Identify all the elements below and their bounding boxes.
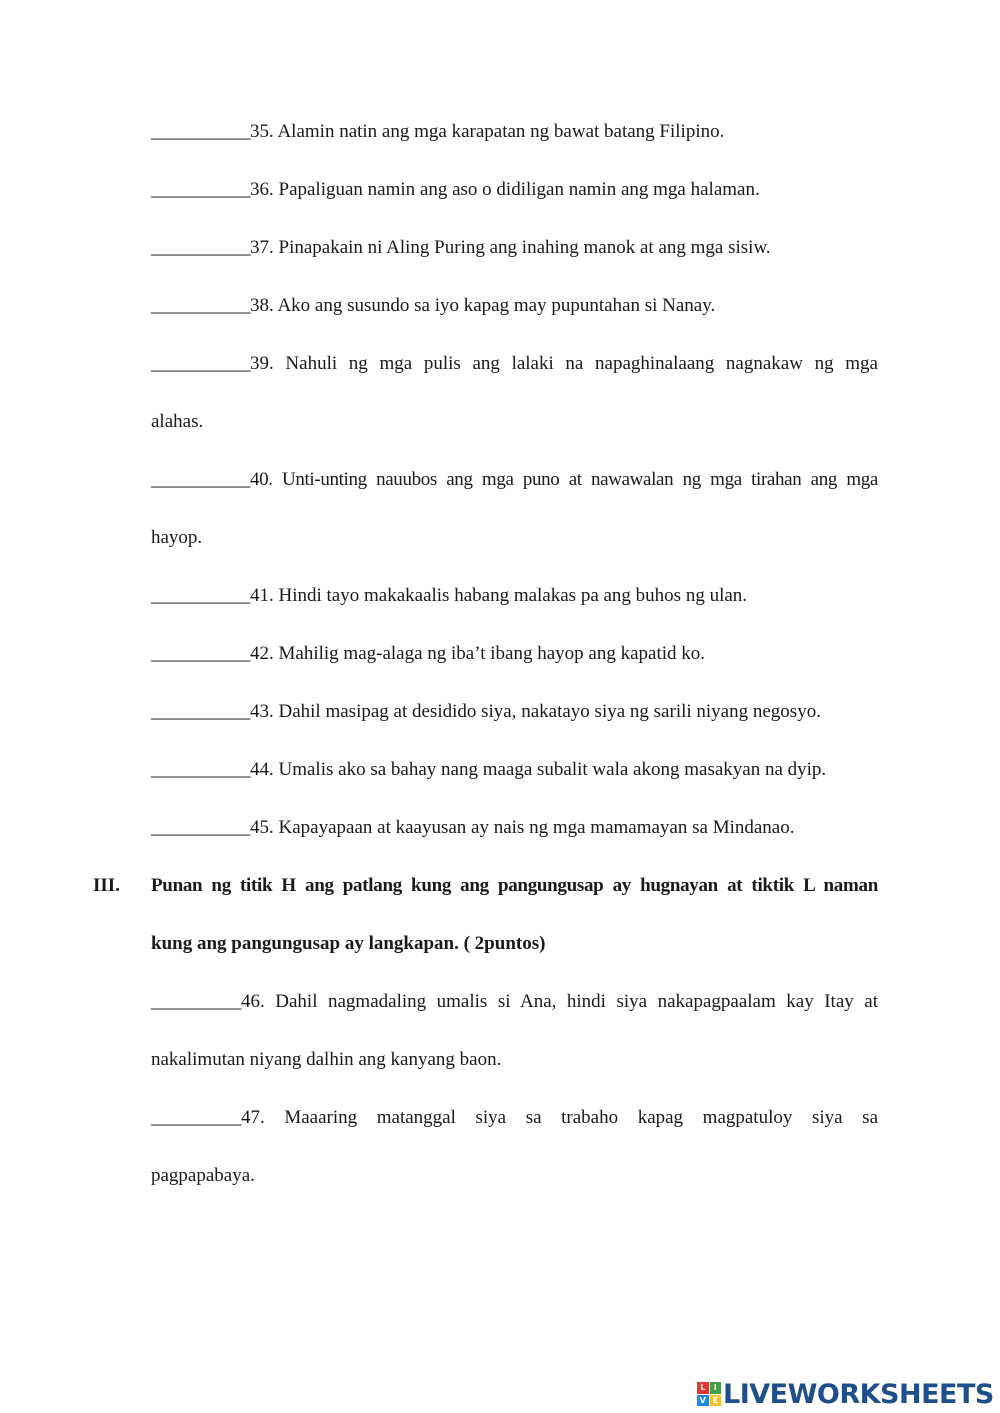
question-42 xyxy=(151,642,878,666)
question-text: 41. Hindi tayo makakaalis habang malakas pa ang buhos ng ulan. xyxy=(250,585,748,606)
answer-blank[interactable]: ___________ xyxy=(151,179,250,200)
question-40 xyxy=(151,468,878,492)
logo-letter-l: L xyxy=(697,1382,709,1394)
answer-blank[interactable]: ___________ xyxy=(151,353,250,374)
brand-name: LIVEWORKSHEETS xyxy=(723,1378,994,1410)
logo-letter-i: I xyxy=(710,1382,722,1394)
answer-blank[interactable]: ___________ xyxy=(151,237,250,258)
question-40-continuation: hayop. xyxy=(151,527,203,548)
answer-blank[interactable]: ___________ xyxy=(151,701,250,722)
liveworksheets-logo-icon xyxy=(697,1382,721,1406)
question-text: 39. Nahuli ng mga pulis ang lalaki na napaghinalaang nagnakaw ng mga xyxy=(250,353,878,374)
answer-blank[interactable]: ___________ xyxy=(151,643,250,664)
question-46-continuation: nakalimutan niyang dalhin ang kanyang baon. xyxy=(151,1049,502,1070)
question-47 xyxy=(151,1106,878,1130)
question-36 xyxy=(151,178,878,202)
question-44 xyxy=(151,758,878,782)
question-text: 38. Ako ang susundo sa iyo kapag may pupuntahan si Nanay. xyxy=(250,295,716,316)
question-41 xyxy=(151,584,878,608)
liveworksheets-brand xyxy=(697,1378,994,1410)
section-number: III. xyxy=(93,875,120,896)
question-39 xyxy=(151,352,878,376)
question-text: 44. Umalis ako sa bahay nang maaga subalit wala akong masakyan na dyip. xyxy=(250,759,827,780)
question-text: 35. Alamin natin ang mga karapatan ng bawat batang Filipino. xyxy=(250,121,725,142)
logo-letter-v: V xyxy=(697,1395,709,1407)
logo-letter-e: E xyxy=(710,1395,722,1407)
answer-blank[interactable]: ___________ xyxy=(151,295,250,316)
question-46 xyxy=(151,990,878,1014)
answer-blank[interactable]: __________ xyxy=(151,1107,241,1128)
answer-blank[interactable]: ___________ xyxy=(151,759,250,780)
question-text: 47. Maaaring matanggal siya sa trabaho kapag magpatuloy siya sa xyxy=(241,1107,878,1128)
section-instruction-line-2: kung ang pangungusap ay langkapan. ( 2puntos) xyxy=(151,933,546,954)
question-43 xyxy=(151,700,878,724)
question-47-continuation: pagpapabaya. xyxy=(151,1165,255,1186)
question-text: 42. Mahilig mag-alaga ng iba’t ibang hayop ang kapatid ko. xyxy=(250,643,706,664)
answer-blank[interactable]: ___________ xyxy=(151,585,250,606)
question-text: 37. Pinapakain ni Aling Puring ang inahing manok at ang mga sisiw. xyxy=(250,237,771,258)
question-text: 46. Dahil nagmadaling umalis si Ana, hindi siya nakapagpaalam kay Itay at xyxy=(241,991,878,1012)
question-text: 36. Papaliguan namin ang aso o didiligan namin ang mga halaman. xyxy=(250,179,760,200)
section-instruction-line-1: Punan ng titik H ang patlang kung ang pangungusap ay hugnayan at tiktik L naman xyxy=(151,875,878,896)
question-37 xyxy=(151,236,878,260)
question-35 xyxy=(151,120,878,144)
question-38 xyxy=(151,294,878,318)
question-text: 43. Dahil masipag at desidido siya, nakatayo siya ng sarili niyang negosyo. xyxy=(250,701,821,722)
answer-blank[interactable]: ___________ xyxy=(151,121,250,142)
answer-blank[interactable]: ___________ xyxy=(151,817,250,838)
question-text: 45. Kapayapaan at kaayusan ay nais ng mga mamamayan sa Mindanao. xyxy=(250,817,795,838)
question-text: 40. Unti-unting nauubos ang mga puno at nawawalan ng mga tirahan ang mga xyxy=(250,469,878,490)
question-45 xyxy=(151,816,878,840)
answer-blank[interactable]: ___________ xyxy=(151,469,250,490)
answer-blank[interactable]: __________ xyxy=(151,991,241,1012)
question-39-continuation: alahas. xyxy=(151,411,204,432)
